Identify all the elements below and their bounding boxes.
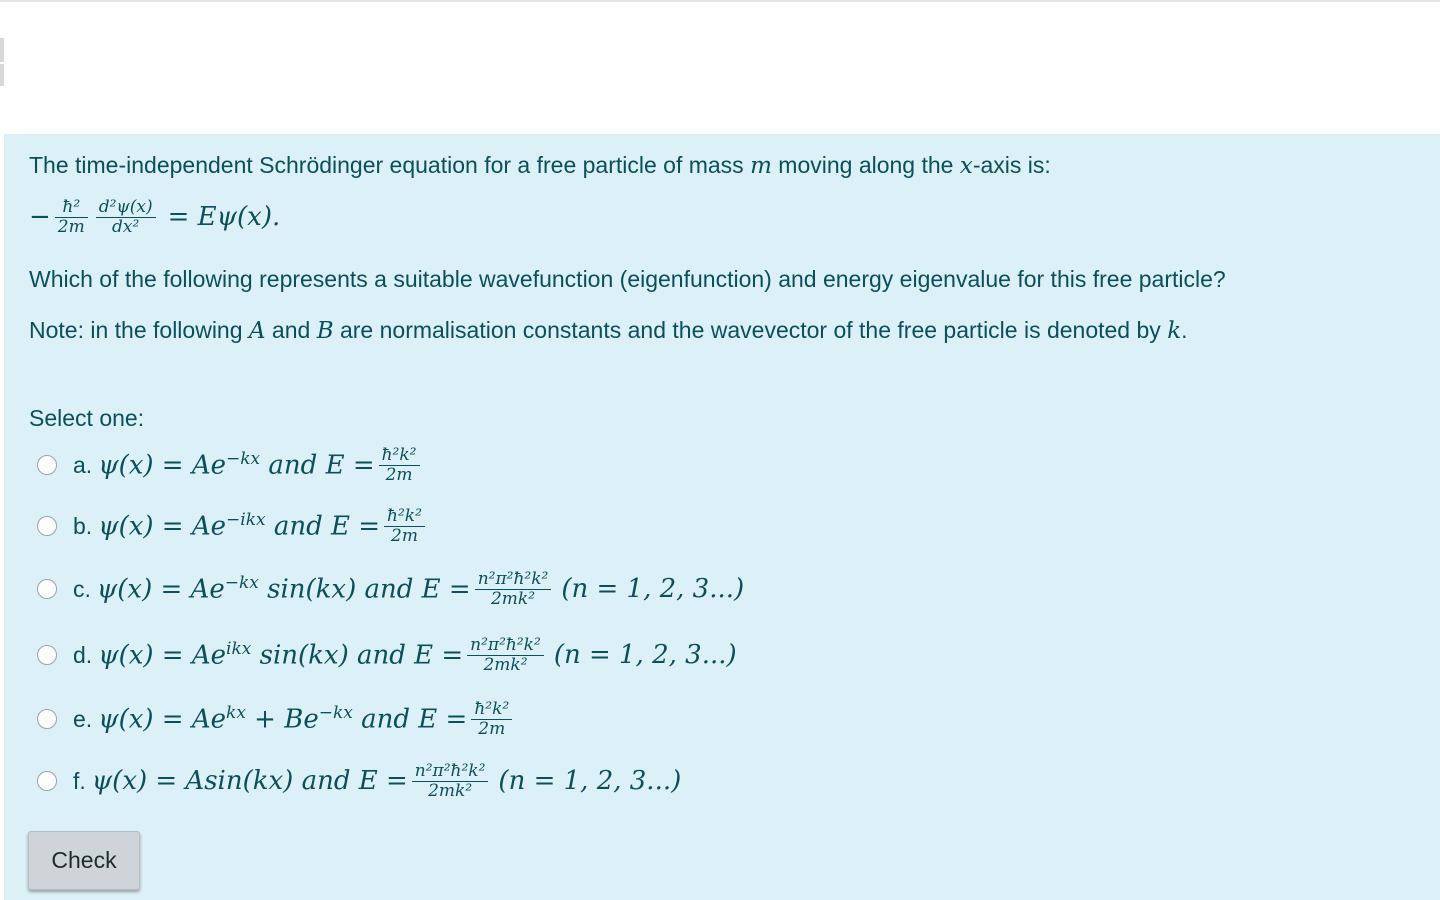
energy-fraction: $\frac{\text{ħ²k²}}{2m}$	[471, 700, 512, 738]
energy-fraction: $\frac{\text{ħ²k²}}{2m}$	[379, 446, 420, 484]
option-d[interactable]: d. $\psi(x) = Ae^{ikx}$ sin(kx) and E = $\frac{\text{n²π²ħ²k²}}{\text{2mk²}}$ (n = 1, 2, 3...)	[37, 636, 737, 674]
option-c[interactable]: c. $\psi(x) = Ae^{-kx}$ sin(kx) and E = $\frac{\text{n²π²ħ²k²}}{\text{2mk²}}$ (n = 1, 2, 3...)	[37, 570, 744, 608]
top-blank-area	[0, 0, 1440, 134]
check-button[interactable]: Check	[28, 831, 140, 890]
mass-symbol: m	[750, 153, 772, 179]
schrodinger-equation: − $\frac{\text{ħ²}}{2m}$ $\frac{\text{d²ψ(x)}}{\text{dx²}}$ = Eψ(x).	[29, 197, 281, 237]
energy-fraction: $\frac{\text{n²π²ħ²k²}}{\text{2mk²}}$	[467, 636, 544, 674]
radio-option-b[interactable]	[37, 516, 57, 536]
energy-fraction: $\frac{\text{n²π²ħ²k²}}{\text{2mk²}}$	[412, 762, 489, 800]
question-note: Note: in the following A and B are normalisation constants and the wavevector of the free particle is denoted by k.	[29, 317, 1188, 344]
radio-option-e[interactable]	[37, 709, 57, 729]
option-f[interactable]: f. ψ(x) = Asin(kx) and E = $\frac{\text{n²π²ħ²k²}}{\text{2mk²}}$ (n = 1, 2, 3...)	[37, 762, 681, 800]
select-one-label: Select one:	[29, 405, 145, 431]
question-prompt: Which of the following represents a suitable wavefunction (eigenfunction) and energy eigenvalue for this free particle?	[29, 266, 1226, 292]
radio-option-c[interactable]	[37, 579, 57, 599]
equation-fraction-derivative: $\frac{\text{d²ψ(x)}}{\text{dx²}}$	[96, 198, 156, 236]
question-intro: The time-independent Schrödinger equation for a free particle of mass m moving along the x-axis is:	[29, 152, 1051, 179]
energy-fraction: $\frac{\text{ħ²k²}}{2m}$	[384, 507, 425, 545]
radio-option-f[interactable]	[37, 771, 57, 791]
equation-fraction-hbar: $\frac{\text{ħ²}}{2m}$	[55, 198, 88, 236]
option-b[interactable]: b. $\psi(x) = Ae^{-ikx}$ and E = $\frac{\text{ħ²k²}}{2m}$	[37, 507, 429, 545]
x-symbol: x	[959, 153, 973, 179]
option-a[interactable]: a. $\psi(x) = Ae^{-kx}$ and E = $\frac{\text{ħ²k²}}{2m}$	[37, 446, 424, 484]
option-e[interactable]: e. $\psi(x) = Ae^{kx} + Be^{-kx}$ and E = $\frac{\text{ħ²k²}}{2m}$	[37, 700, 516, 738]
radio-option-d[interactable]	[37, 645, 57, 665]
energy-fraction: $\frac{\text{n²π²ħ²k²}}{\text{2mk²}}$	[475, 570, 552, 608]
radio-option-a[interactable]	[37, 455, 57, 475]
left-edge-marker	[0, 64, 4, 86]
question-card	[4, 134, 1440, 900]
left-edge-marker	[0, 38, 4, 62]
